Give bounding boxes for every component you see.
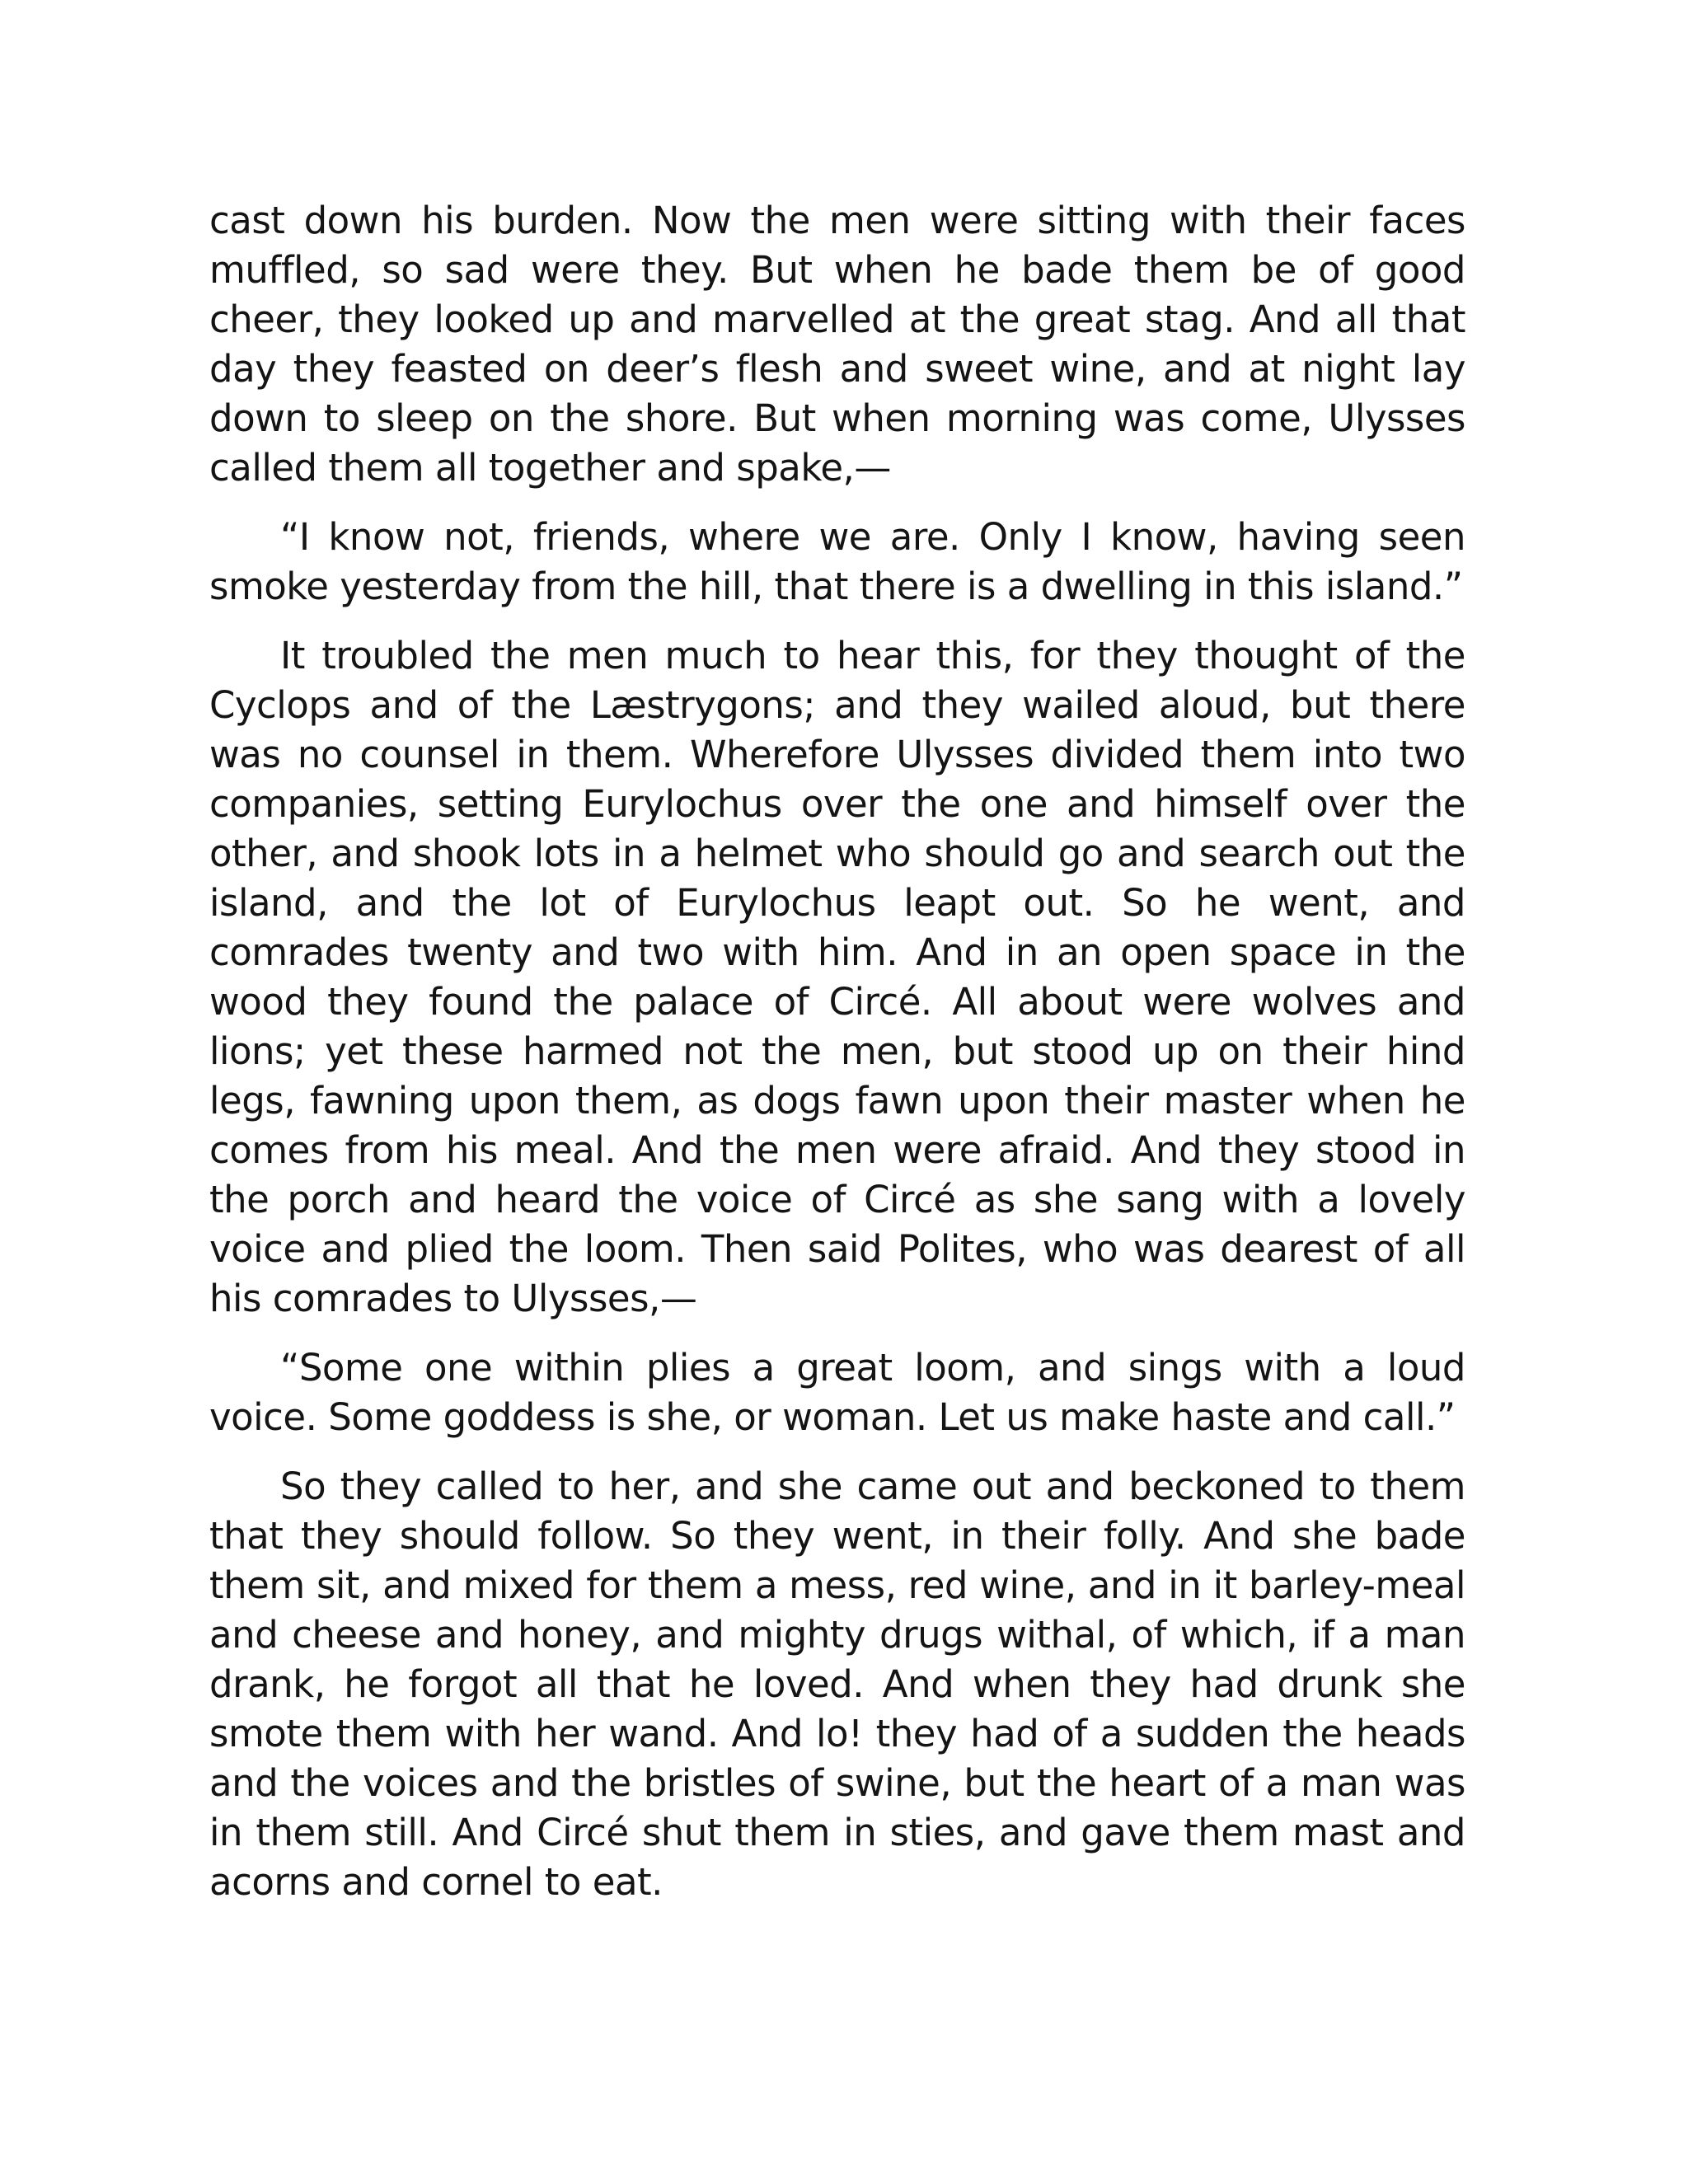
paragraph-2: “I know not, friends, where we are. Only I know, having seen smoke yesterday from the hill, that there is a dwelling in this island.”: [209, 515, 1465, 608]
paragraph-1: cast down his burden. Now the men were sitting with their faces muffled, so sad were they. But when he bade them be of good cheer, they looked up and marvelled at the great stag. And all that day they feasted on deer’s flesh and sweet wine, and at night lay down to sleep on the shore. But when morning was come, Ulysses called them all together and spake,—: [209, 199, 1465, 490]
paragraph-4: “Some one within plies a great loom, and sings with a loud voice. Some goddess is she, or woman. Let us make haste and call.”: [209, 1346, 1465, 1439]
page-body: [209, 196, 1465, 1907]
paragraph-3: It troubled the men much to hear this, for they thought of the Cyclops and of the Læstrygons; and they wailed aloud, but there was no counsel in them. Wherefore Ulysses divided them into two companies, setting Eurylochus over the one and himself over the other, and shook lots in a helmet who should go and search out the island, and the lot of Eurylochus leapt out. So he went, and comrades twenty and two with him. And in an open space in the wood they found the palace of Circé. All about were wolves and lions; yet these harmed not the men, but stood up on their hind legs, fawning upon them, as dogs fawn upon their master when he comes from his meal. And the men were afraid. And they stood in the porch and heard the voice of Circé as she sang with a lovely voice and plied the loom. Then said Polites, who was dearest of all his comrades to Ulysses,—: [209, 634, 1465, 1320]
paragraph-5: So they called to her, and she came out and beckoned to them that they should follow. So they went, in their folly. And she bade them sit, and mixed for them a mess, red wine, and in it barley-meal and cheese and honey, and mighty drugs withal, of which, if a man drank, he forgot all that he loved. And when they had drunk she smote them with her wand. And lo! they had of a sudden the heads and the voices and the bristles of swine, but the heart of a man was in them still. And Circé shut them in sties, and gave them mast and acorns and cornel to eat.: [209, 1465, 1465, 1904]
